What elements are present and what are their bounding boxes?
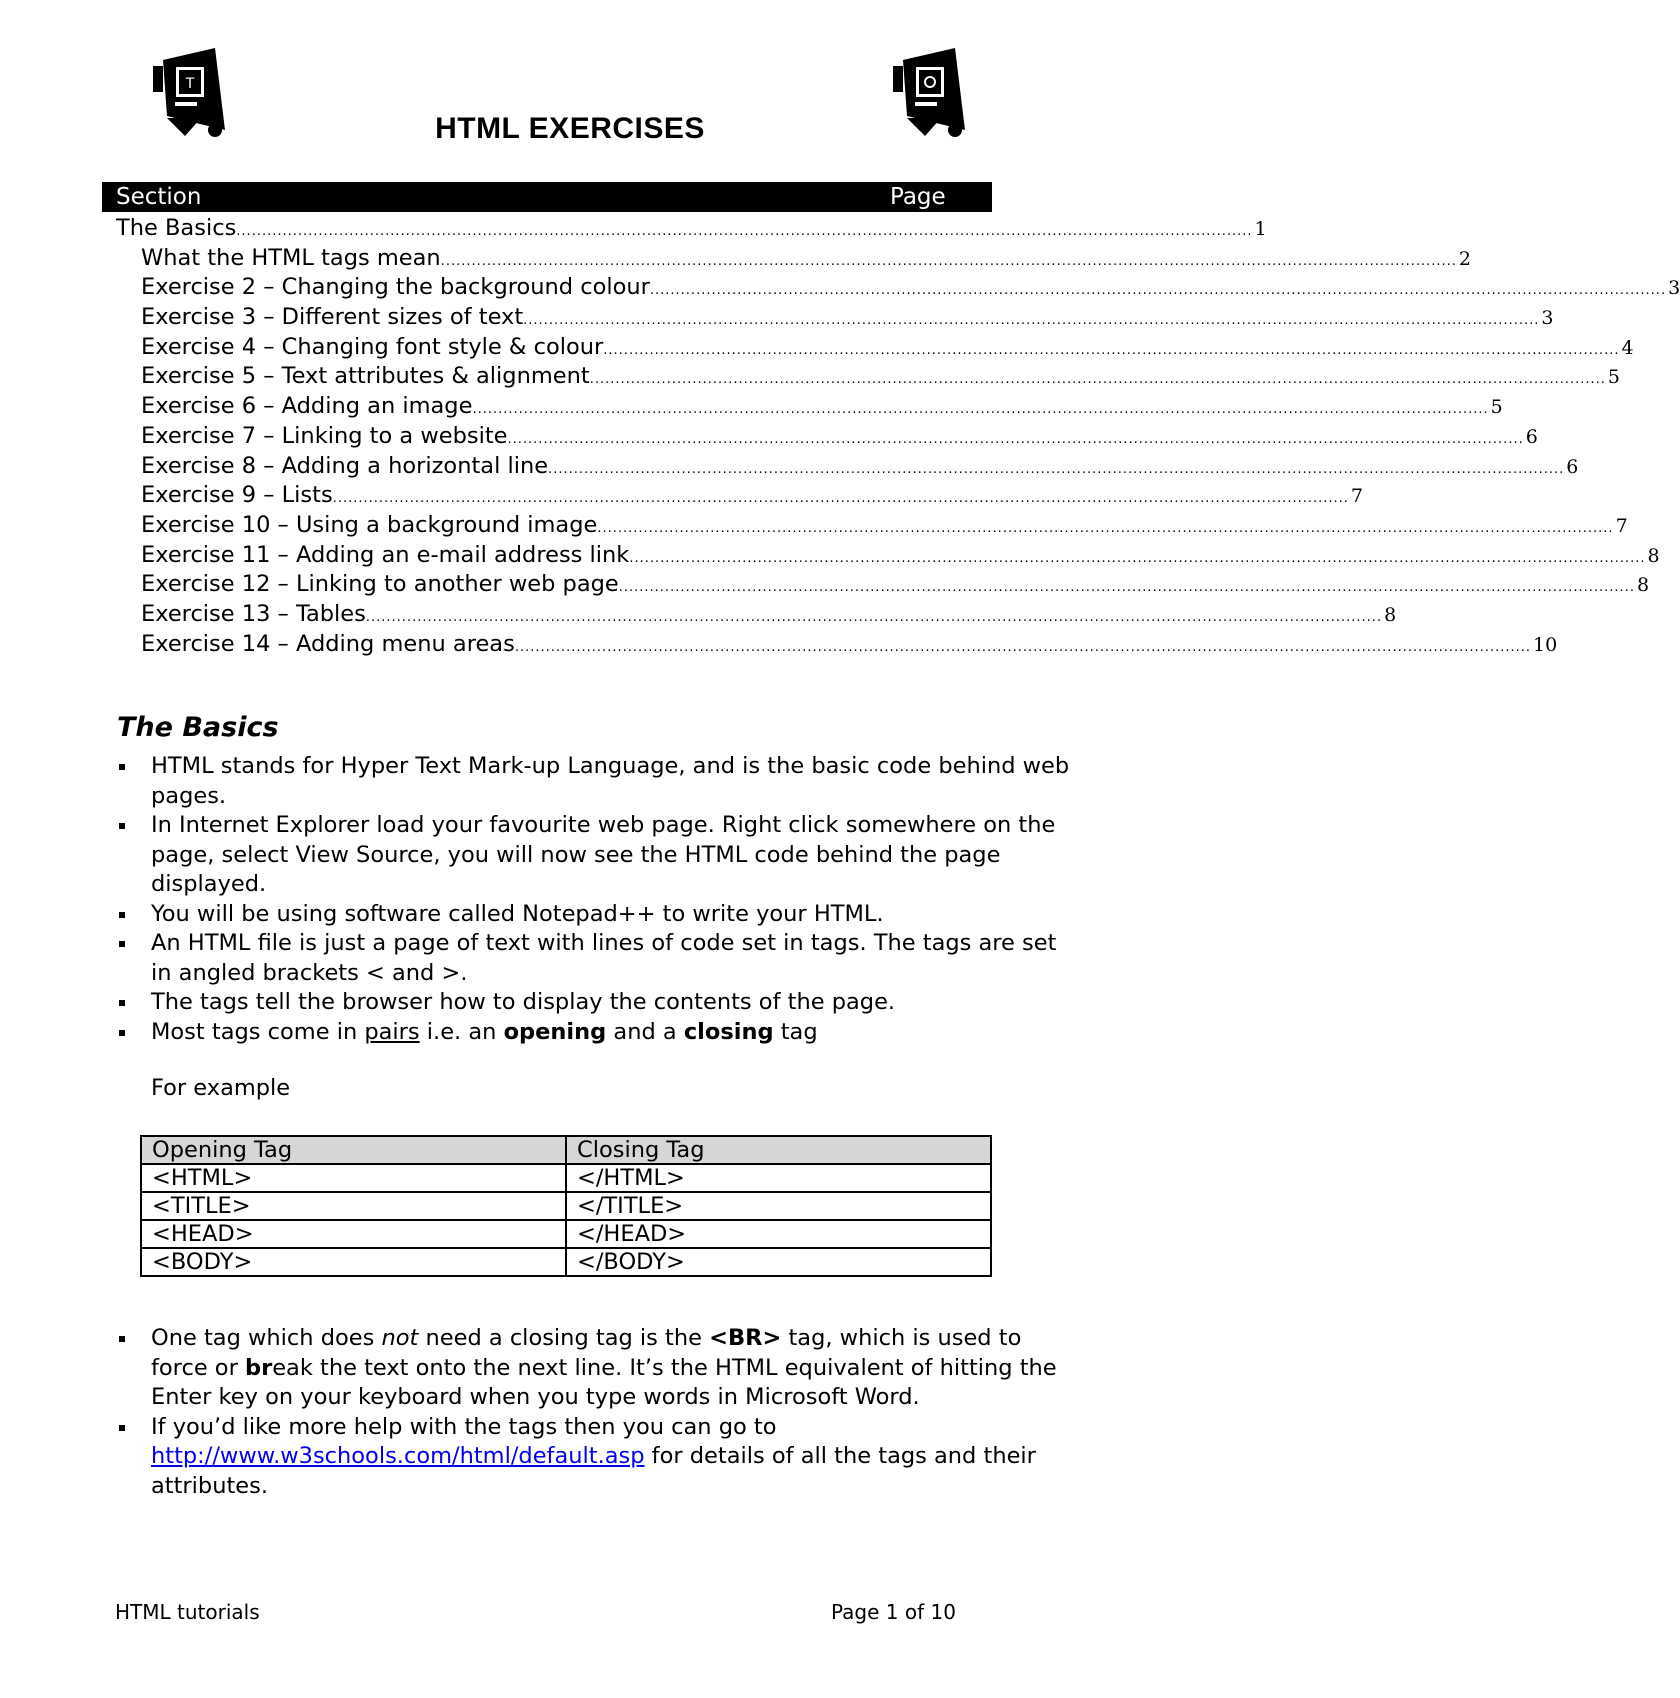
- toc-entry[interactable]: Exercise 12 – Linking to another web page ...................................................................................................................................................................................................... 8: [141, 571, 1650, 598]
- footer-title: HTML tutorials: [115, 1600, 260, 1624]
- toc-entry[interactable]: Exercise 11 – Adding an e-mail address link ...................................................................................................................................................................................................... 8: [141, 541, 1660, 568]
- table-of-contents: [116, 215, 1680, 660]
- toc-entry[interactable]: Exercise 5 – Text attributes & alignment ...................................................................................................................................................................................................... 5: [141, 363, 1620, 390]
- toc-entry[interactable]: Exercise 2 – Changing the background colour ...................................................................................................................................................................................................... 3: [141, 274, 1680, 301]
- basics-bullet-list: [115, 752, 1075, 1047]
- footer-page-number: Page 1 of 10: [831, 1600, 956, 1624]
- toc-header-page: Page: [890, 184, 946, 210]
- table-cell: <HEAD>: [141, 1220, 566, 1248]
- section-heading-basics: The Basics: [117, 712, 279, 743]
- toc-entry[interactable]: Exercise 3 – Different sizes of text ...................................................................................................................................................................................................... 3: [141, 304, 1554, 331]
- toc-entry[interactable]: Exercise 7 – Linking to a website ...................................................................................................................................................................................................... 6: [141, 422, 1538, 449]
- toc-entry[interactable]: Exercise 6 – Adding an image ...................................................................................................................................................................................................... 5: [141, 393, 1503, 420]
- table-cell: </HTML>: [566, 1164, 991, 1192]
- table-header-cell: Opening Tag: [141, 1136, 566, 1164]
- list-item: In Internet Explorer load your favourite web page. Right click somewhere on the page, select View Source, you will now see the HTML code behind the page displayed.: [115, 811, 1075, 900]
- table-header-row: [141, 1136, 991, 1164]
- table-cell: </HEAD>: [566, 1220, 991, 1248]
- list-item: HTML stands for Hyper Text Mark-up Language, and is the basic code behind web pages.: [115, 752, 1075, 811]
- toc-entry[interactable]: Exercise 14 – Adding menu areas ...................................................................................................................................................................................................... 10: [141, 630, 1558, 657]
- list-item: Most tags come in pairs i.e. an opening and a closing tag: [115, 1018, 1075, 1048]
- toc-entry[interactable]: Exercise 10 – Using a background image ...................................................................................................................................................................................................... 7: [141, 511, 1628, 538]
- tags-table: [140, 1135, 992, 1277]
- table-cell: <HTML>: [141, 1164, 566, 1192]
- w3schools-link[interactable]: http://www.w3schools.com/html/default.asp: [151, 1443, 645, 1469]
- table-header-cell: Closing Tag: [566, 1136, 991, 1164]
- toc-entry[interactable]: Exercise 9 – Lists ...................................................................................................................................................................................................... 7: [141, 482, 1363, 509]
- toc-entry[interactable]: Exercise 4 – Changing font style & colour ...................................................................................................................................................................................................... 4: [141, 333, 1634, 360]
- table-cell: <TITLE>: [141, 1192, 566, 1220]
- document-title: HTML EXERCISES: [435, 112, 705, 145]
- more-bullet-list: [115, 1324, 1075, 1501]
- for-example-label: For example: [151, 1075, 291, 1101]
- list-item: If you’d like more help with the tags then you can go to http://www.w3schools.com/html/default.asp for details of all the tags and their attributes.: [115, 1413, 1075, 1502]
- table-row: [141, 1164, 991, 1192]
- table-cell: </TITLE>: [566, 1192, 991, 1220]
- toc-header-section: Section: [116, 184, 202, 210]
- svg-text:T: T: [185, 76, 195, 92]
- list-item: One tag which does not need a closing tag is the <BR> tag, which is used to force or break the text onto the next line. It’s the HTML equivalent of hitting the Enter key on your keyboard when you type words in Microsoft Word.: [115, 1324, 1075, 1413]
- toc-entry[interactable]: The Basics ...................................................................................................................................................................................................... 1: [116, 215, 1267, 241]
- list-item: The tags tell the browser how to display the contents of the page.: [115, 988, 1075, 1018]
- table-row: [141, 1192, 991, 1220]
- list-item: An HTML file is just a page of text with lines of code set in tags. The tags are set in angled brackets < and >.: [115, 929, 1075, 988]
- table-row: [141, 1220, 991, 1248]
- table-row: [141, 1248, 991, 1276]
- list-item: You will be using software called Notepad++ to write your HTML.: [115, 900, 1075, 930]
- toc-header: [102, 182, 992, 212]
- table-cell: <BODY>: [141, 1248, 566, 1276]
- toc-entry[interactable]: What the HTML tags mean ...................................................................................................................................................................................................... 2: [141, 244, 1471, 271]
- table-cell: </BODY>: [566, 1248, 991, 1276]
- toc-entry[interactable]: Exercise 8 – Adding a horizontal line ...................................................................................................................................................................................................... 6: [141, 452, 1579, 479]
- toc-entry[interactable]: Exercise 13 – Tables ...................................................................................................................................................................................................... 8: [141, 600, 1397, 627]
